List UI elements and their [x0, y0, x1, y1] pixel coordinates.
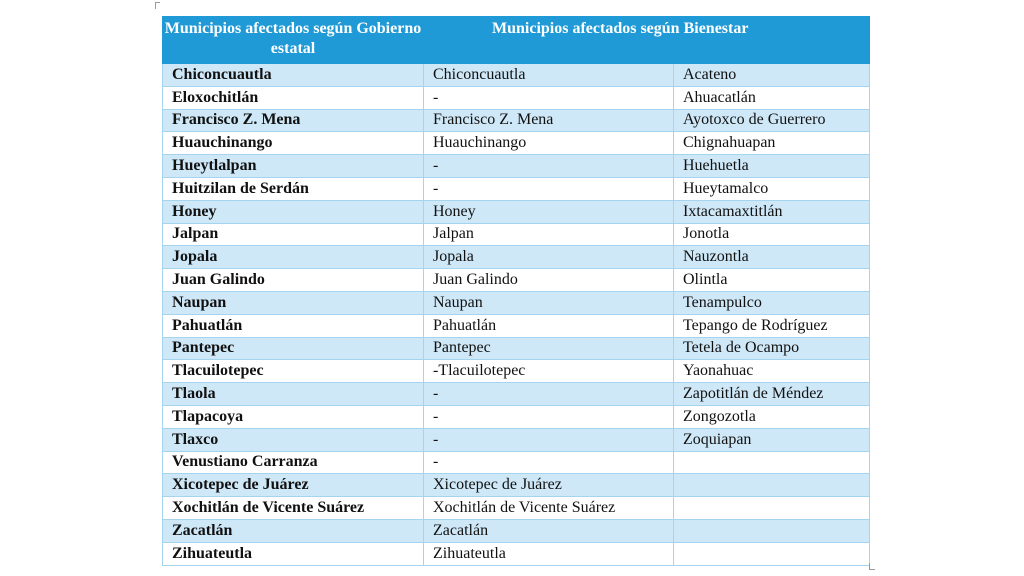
cell-bienestar-b: Tenampulco	[674, 291, 870, 314]
cell-state-government: Naupan	[163, 291, 424, 314]
table-row	[163, 314, 870, 337]
cell-state-government: Tlaxco	[163, 428, 424, 451]
cell-state-government: Chiconcuautla	[163, 64, 424, 87]
cell-state-government: Tlacuilotepec	[163, 360, 424, 383]
cell-bienestar-a: Pahuatlán	[424, 314, 674, 337]
cell-bienestar-a: Naupan	[424, 291, 674, 314]
cell-bienestar-b	[674, 451, 870, 474]
table-row	[163, 519, 870, 542]
table-row	[163, 155, 870, 178]
table-row	[163, 86, 870, 109]
cell-bienestar-a: Huauchinango	[424, 132, 674, 155]
cell-state-government: Eloxochitlán	[163, 86, 424, 109]
cell-bienestar-b: Nauzontla	[674, 246, 870, 269]
cell-bienestar-b	[674, 497, 870, 520]
cell-bienestar-b: Jonotla	[674, 223, 870, 246]
cell-bienestar-a: Zacatlán	[424, 519, 674, 542]
cell-bienestar-a: -	[424, 86, 674, 109]
table-row	[163, 223, 870, 246]
table-row	[163, 64, 870, 87]
cell-state-government: Zihuateutla	[163, 542, 424, 565]
table-body	[163, 64, 870, 566]
table-row	[163, 200, 870, 223]
cell-bienestar-b	[674, 519, 870, 542]
cell-bienestar-b: Ixtacamaxtitlán	[674, 200, 870, 223]
table-row	[163, 246, 870, 269]
cell-bienestar-b: Hueytamalco	[674, 177, 870, 200]
table-row	[163, 542, 870, 565]
table-row	[163, 109, 870, 132]
cell-state-government: Zacatlán	[163, 519, 424, 542]
cell-bienestar-b: Zoquiapan	[674, 428, 870, 451]
cell-state-government: Hueytlalpan	[163, 155, 424, 178]
cell-state-government: Xicotepec de Juárez	[163, 474, 424, 497]
cell-bienestar-b	[674, 542, 870, 565]
table-row	[163, 132, 870, 155]
cell-bienestar-b: Tepango de Rodríguez	[674, 314, 870, 337]
cell-bienestar-b: Chignahuapan	[674, 132, 870, 155]
cell-bienestar-a: Xicotepec de Juárez	[424, 474, 674, 497]
cell-bienestar-b	[674, 474, 870, 497]
cell-state-government: Venustiano Carranza	[163, 451, 424, 474]
table-row	[163, 177, 870, 200]
cell-bienestar-a: -	[424, 155, 674, 178]
cell-state-government: Pantepec	[163, 337, 424, 360]
cell-bienestar-a: Chiconcuautla	[424, 64, 674, 87]
cell-bienestar-a: Jalpan	[424, 223, 674, 246]
cell-bienestar-a: -	[424, 405, 674, 428]
cell-bienestar-a: -	[424, 428, 674, 451]
cell-bienestar-b: Ayotoxco de Guerrero	[674, 109, 870, 132]
cell-bienestar-a: -	[424, 383, 674, 406]
cell-bienestar-b: Yaonahuac	[674, 360, 870, 383]
cell-bienestar-a: Jopala	[424, 246, 674, 269]
cell-bienestar-a: -Tlacuilotepec	[424, 360, 674, 383]
cell-state-government: Xochitlán de Vicente Suárez	[163, 497, 424, 520]
cell-state-government: Juan Galindo	[163, 269, 424, 292]
table-row	[163, 497, 870, 520]
table-row	[163, 405, 870, 428]
cell-bienestar-a: Xochitlán de Vicente Suárez	[424, 497, 674, 520]
table-row	[163, 291, 870, 314]
header-state-government: Municipios afectados según Gobierno estatal	[163, 17, 424, 64]
cell-bienestar-a: -	[424, 177, 674, 200]
cell-state-government: Pahuatlán	[163, 314, 424, 337]
cell-state-government: Tlapacoya	[163, 405, 424, 428]
header-bienestar: Municipios afectados según Bienestar	[424, 17, 870, 64]
cell-bienestar-b: Acateno	[674, 64, 870, 87]
cell-bienestar-a: Francisco Z. Mena	[424, 109, 674, 132]
cell-bienestar-b: Zongozotla	[674, 405, 870, 428]
table-row	[163, 383, 870, 406]
table-row	[163, 451, 870, 474]
cell-bienestar-b: Zapotitlán de Méndez	[674, 383, 870, 406]
table-header-row	[163, 17, 870, 64]
document-corner-mark-bottom	[869, 563, 875, 570]
cell-bienestar-b: Ahuacatlán	[674, 86, 870, 109]
document-corner-mark-top	[155, 2, 160, 9]
cell-bienestar-a: Juan Galindo	[424, 269, 674, 292]
table-row	[163, 360, 870, 383]
cell-bienestar-a: Zihuateutla	[424, 542, 674, 565]
cell-state-government: Huitzilan de Serdán	[163, 177, 424, 200]
cell-state-government: Huauchinango	[163, 132, 424, 155]
cell-bienestar-b: Huehuetla	[674, 155, 870, 178]
table-row	[163, 428, 870, 451]
table-row	[163, 474, 870, 497]
cell-bienestar-b: Olintla	[674, 269, 870, 292]
cell-bienestar-a: Honey	[424, 200, 674, 223]
cell-bienestar-b: Tetela de Ocampo	[674, 337, 870, 360]
cell-bienestar-a: Pantepec	[424, 337, 674, 360]
cell-state-government: Tlaola	[163, 383, 424, 406]
cell-state-government: Jalpan	[163, 223, 424, 246]
municipalities-table	[162, 16, 870, 566]
cell-state-government: Jopala	[163, 246, 424, 269]
cell-bienestar-a: -	[424, 451, 674, 474]
table-row	[163, 337, 870, 360]
table-row	[163, 269, 870, 292]
cell-state-government: Honey	[163, 200, 424, 223]
cell-state-government: Francisco Z. Mena	[163, 109, 424, 132]
